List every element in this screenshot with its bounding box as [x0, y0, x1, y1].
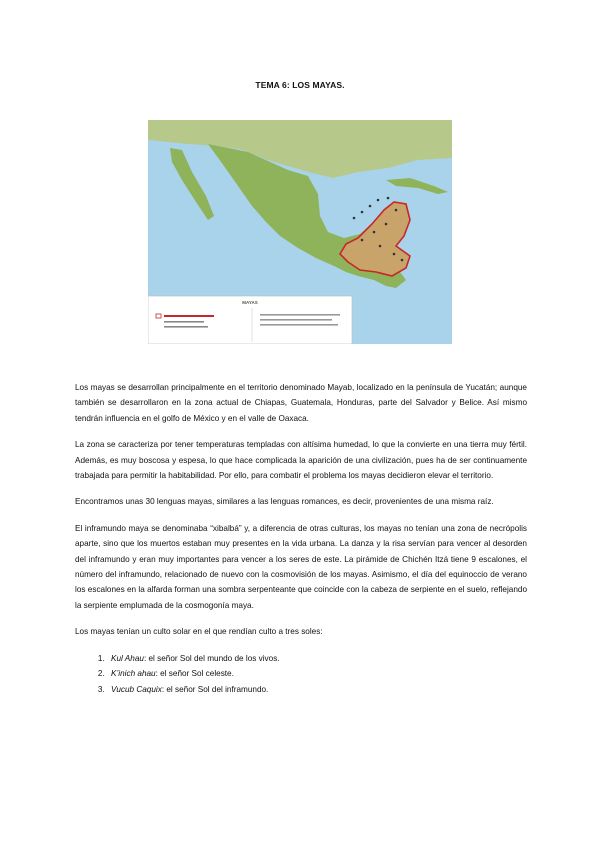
list-item: [107, 682, 527, 697]
sun-desc: : el señor Sol del inframundo.: [161, 684, 269, 694]
paragraph-1: Los mayas se desarrollan principalmente en el territorio denominado Mayab, localizado en la península de Yucatán; aunque también se desarrollaron en la zona actual de Chiapas, Guatemala, Honduras, parte del Salvador y Belice. Así mismo tendrán influencia en el golfo de México y en el valle de Oaxaca.: [75, 383, 527, 423]
list-item: [107, 651, 527, 666]
sun-name: Kul Ahau: [111, 653, 144, 663]
body-text: [75, 380, 527, 697]
map-image: [148, 120, 452, 344]
list-item: [107, 666, 527, 681]
sun-name: K’inich ahau: [111, 669, 156, 679]
document-title: TEMA 6: LOS MAYAS.: [255, 80, 345, 90]
paragraph-4: El inframundo maya se denominaba “xibalbá” y, a diferencia de otras culturas, los mayas no tenían una zona de necrópolis aparte, sino que los muertos estaban muy presentes en la vida urbana. La danza y la risa servían para vencer al desorden del inframundo y eran muy importantes para vencer a los seres de este. La pirámide de Chichén Itzá tiene 9 escalones, el número del inframundo, relacionado de nuevo con la cosmovisión de los mayas. Asimismo, el día del equinoccio de verano los escalones en la alfarda forman una sombra serpenteante que coincide con la cabeza de serpiente en el suelo, reflejando la serpiente emplumada de la cosmogonía maya.: [75, 523, 527, 610]
sun-desc: : el señor Sol del mundo de los vivos.: [143, 653, 280, 663]
paragraph-5: Los mayas tenían un culto solar en el que rendían culto a tres soles:: [75, 627, 323, 637]
paragraph-2: La zona se caracteriza por tener temperaturas templadas con altísima humedad, lo que la convierte en una tierra muy fértil. Además, es muy boscosa y espesa, lo que hace complicada la aparición de una civilización, pues ha de ser continuamente trabajada para permitir la habitabilidad. Por ello, para combatir el problema los mayas decidieron elevar el territorio.: [75, 440, 527, 481]
suns-list: [75, 651, 527, 697]
sun-desc: : el señor Sol celeste.: [155, 669, 234, 679]
maya-region-map: [148, 120, 452, 344]
map-legend-title: MAYAS: [242, 300, 258, 305]
paragraph-3: Encontramos unas 30 lenguas mayas, similares a las lenguas romances, es decir, provenientes de una misma raíz.: [75, 497, 494, 507]
sun-name: Vucub Caquix: [111, 684, 162, 694]
